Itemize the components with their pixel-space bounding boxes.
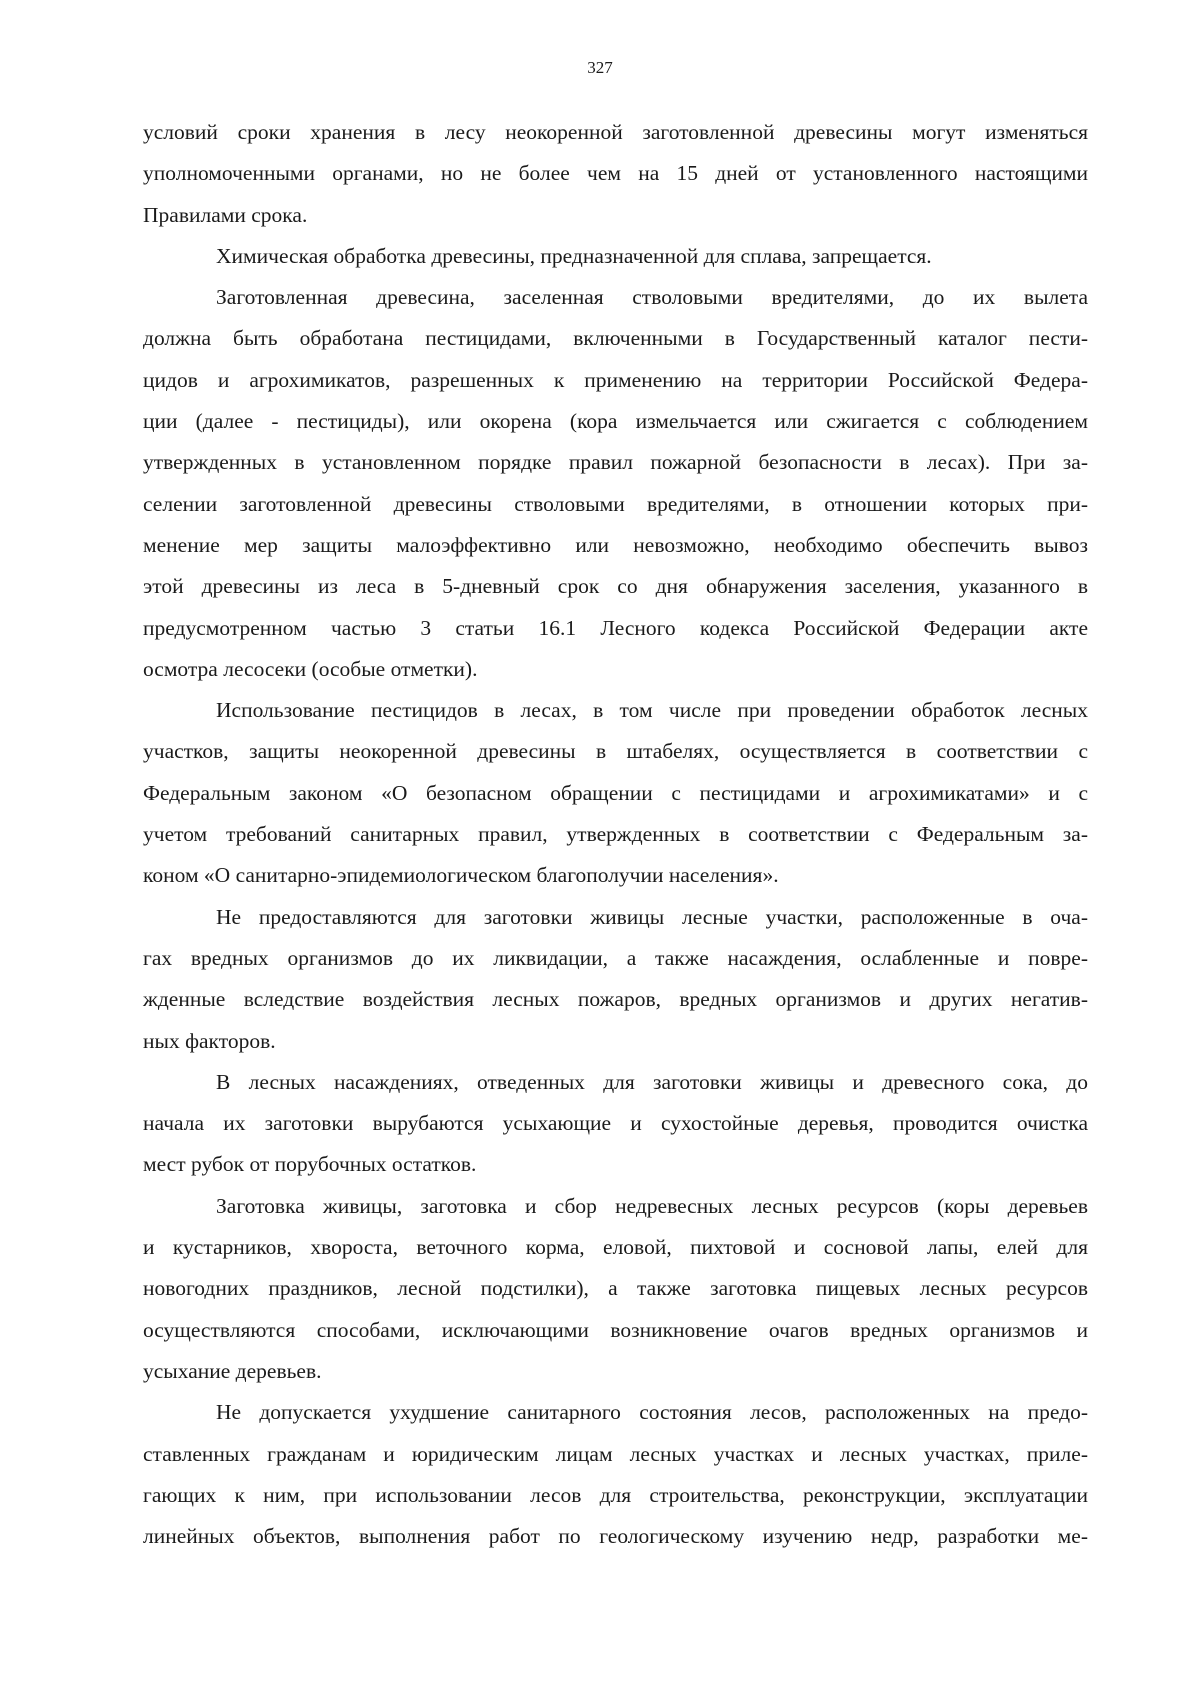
text-line: Заготовка живицы, заготовка и сбор недревесных лесных ресурсов (коры деревьев bbox=[216, 1193, 1088, 1218]
body-text bbox=[143, 112, 1088, 1557]
text-line: ных факторов. bbox=[143, 1028, 276, 1053]
text-line: уполномоченными органами, но не более чем на 15 дней от установленного настоящими bbox=[143, 161, 1088, 186]
text-line: ции (далее - пестициды), или окорена (кора измельчается или сжигается с соблюдением bbox=[143, 409, 1088, 434]
paragraph bbox=[143, 690, 1088, 896]
text-line: Федеральным законом «О безопасном обращении с пестицидами и агрохимикатами» и с bbox=[143, 780, 1088, 805]
text-line: Не предоставляются для заготовки живицы лесные участки, расположенные в оча- bbox=[216, 904, 1088, 929]
text-line: коном «О санитарно-эпидемиологическом благополучии населения». bbox=[143, 863, 779, 888]
text-line: условий сроки хранения в лесу неокоренной заготовленной древесины могут изменяться bbox=[143, 120, 1088, 144]
text-line: ставленных гражданам и юридическим лицам лесных участках и лесных участках, приле- bbox=[143, 1441, 1088, 1466]
text-line: мест рубок от порубочных остатков. bbox=[143, 1152, 477, 1177]
text-line: должна быть обработана пестицидами, включенными в Государственный каталог пести- bbox=[143, 326, 1088, 351]
paragraph bbox=[143, 897, 1088, 1062]
text-line: Заготовленная древесина, заселенная стволовыми вредителями, до их вылета bbox=[216, 285, 1088, 310]
text-line: Не допускается ухудшение санитарного состояния лесов, расположенных на предо- bbox=[216, 1400, 1088, 1425]
text-line: участков, защиты неокоренной древесины в штабелях, осуществляется в соответствии с bbox=[143, 739, 1088, 764]
text-line: утвержденных в установленном порядке правил пожарной безопасности в лесах). При за- bbox=[143, 450, 1088, 475]
text-line: селении заготовленной древесины стволовыми вредителями, в отношении которых при- bbox=[143, 491, 1088, 516]
text-line: менение мер защиты малоэффективно или невозможно, необходимо обеспечить вывоз bbox=[143, 532, 1088, 557]
text-line: учетом требований санитарных правил, утвержденных в соответствии с Федеральным за- bbox=[143, 822, 1088, 847]
text-line: осмотра лесосеки (особые отметки). bbox=[143, 656, 478, 681]
text-line: гах вредных организмов до их ликвидации, а также насаждения, ослабленные и повре- bbox=[143, 945, 1088, 970]
text-line: этой древесины из леса в 5-дневный срок со дня обнаружения заселения, указанного в bbox=[143, 574, 1088, 599]
text-line: и кустарников, хвороста, веточного корма, еловой, пихтовой и сосновой лапы, елей для bbox=[143, 1235, 1088, 1260]
paragraph bbox=[143, 1392, 1088, 1557]
paragraph bbox=[143, 236, 1088, 277]
text-line: В лесных насаждениях, отведенных для заготовки живицы и древесного сока, до bbox=[216, 1069, 1088, 1094]
text-line: гающих к ним, при использовании лесов для строительства, реконструкции, эксплуатации bbox=[143, 1482, 1088, 1507]
text-line: усыхание деревьев. bbox=[143, 1358, 322, 1383]
page-number: 327 bbox=[587, 58, 613, 77]
text-line: Правилами срока. bbox=[143, 202, 308, 227]
text-line: начала их заготовки вырубаются усыхающие и сухостойные деревья, проводится очистка bbox=[143, 1111, 1088, 1136]
text-line: Использование пестицидов в лесах, в том числе при проведении обработок лесных bbox=[216, 698, 1088, 723]
paragraph bbox=[143, 1062, 1088, 1186]
text-line: жденные вследствие воздействия лесных пожаров, вредных организмов и других негатив- bbox=[143, 987, 1088, 1012]
text-line: цидов и агрохимикатов, разрешенных к применению на территории Российской Федера- bbox=[143, 367, 1088, 392]
paragraph bbox=[143, 1186, 1088, 1392]
text-line: предусмотренном частью 3 статьи 16.1 Лесного кодекса Российской Федерации акте bbox=[143, 615, 1088, 640]
text-line: осуществляются способами, исключающими возникновение очагов вредных организмов и bbox=[143, 1317, 1088, 1342]
text-line: новогодних праздников, лесной подстилки), а также заготовка пищевых лесных ресурсов bbox=[143, 1276, 1088, 1301]
paragraph bbox=[143, 112, 1088, 236]
text-line: Химическая обработка древесины, предназначенной для сплава, запрещается. bbox=[216, 243, 932, 268]
text-line: линейных объектов, выполнения работ по геологическому изучению недр, разработки ме- bbox=[143, 1524, 1088, 1549]
paragraph bbox=[143, 277, 1088, 690]
